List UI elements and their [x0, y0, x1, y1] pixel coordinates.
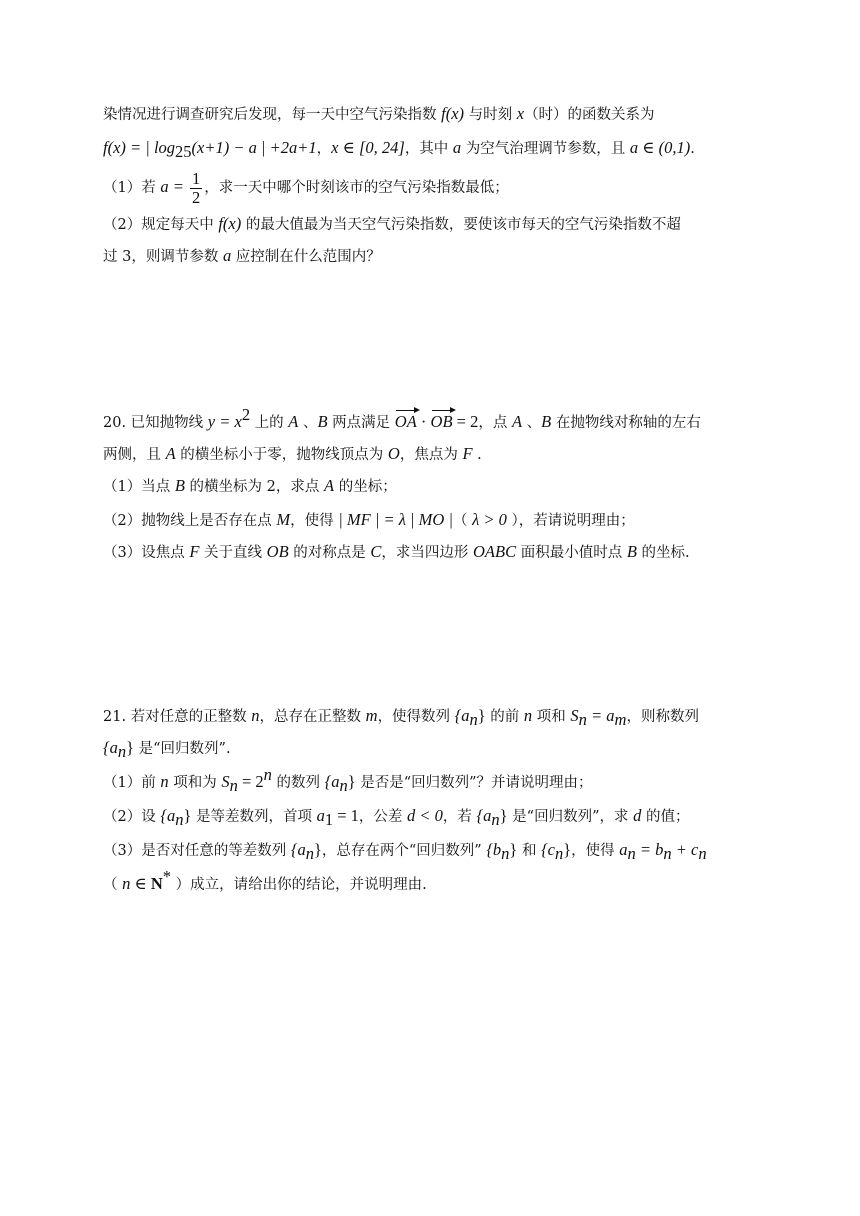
q21-line-2: $\{a_n\}$ 是“回归数列”. — [103, 738, 231, 761]
vector-oa: OA — [394, 412, 417, 431]
vector-ob: OB — [430, 412, 453, 431]
q19-part-2-line-2: 过 3，则调节参数 a 应控制在什么范围内？ — [103, 246, 381, 265]
q21-part-3-line-1: （3）是否对任意的等差数列 $\{a_n\}$，总存在两个“回归数列” $\{b_n\}$ 和 $\{c_n\}$，使得 $a_n = b_n + c_n$ — [103, 840, 707, 863]
q19-part-1: （1）若 a = $\frac{1}{2}$ ，求一天中哪个时刻该市的空气污染指数最低； — [103, 168, 509, 207]
q19-line-2: f(x) = | $\log_{25}(x+1) - a$ | +2a+1，x ∈ [0, 24]，其中 a 为空气治理调节参数，且 a ∈ (0,1). — [103, 138, 695, 161]
q20-part-1: （1）当点 B 的横坐标为 2，求点 A 的坐标； — [103, 476, 397, 495]
q21-part-2: （2）设 $\{a_n\}$ 是等差数列，首项 $a_1 = 1$，公差 d < 0，若 $\{a_n\}$ 是“回归数列”，求 d 的值； — [103, 806, 690, 829]
q19-part-2-line-1: （2）规定每天中 f(x) 的最大值最为当天空气污染指数，要使该市每天的空气污染指数不超 — [103, 214, 681, 233]
q20-line-2: 两侧，且 A 的横坐标小于零，抛物线顶点为 O，焦点为 F . — [103, 444, 482, 463]
q20-part-3: （3）设焦点 F 关于直线 OB 的对称点是 C，求当四边形 OABC 面积最小值时点 B 的坐标. — [103, 542, 690, 561]
fraction-one-half: $\frac{1}{2}$ — [191, 168, 201, 207]
q20-line-1: 20. 已知抛物线 $y = x^2$ 上的 A 、B 两点满足 OA · OB = 2，点 A 、B 在抛物线对称轴的左右 — [103, 405, 701, 431]
q19-line-1: 染情况进行调查研究后发现，每一天中空气污染指数 f(x) 与时刻 x（时）的函数关系为 — [103, 104, 655, 123]
q21-part-3-line-2: （ n ∈ N* ）成立，请给出你的结论，并说明理由. — [103, 867, 427, 893]
q21-part-1: （1）前 n 项和为 $S_n = 2^n$ 的数列 $\{a_n\}$ 是否是“回归数列”？并请说明理由； — [103, 765, 593, 795]
q20-part-2: （2）抛物线上是否存在点 M，使得 | MF | = λ | MO |（ λ > 0 ），若请说明理由； — [103, 510, 635, 529]
q21-line-1: 21. 若对任意的正整数 n，总存在正整数 m，使得数列 $\{a_n\}$ 的前 n 项和 $S_n = a_m$，则称数列 — [103, 706, 699, 729]
